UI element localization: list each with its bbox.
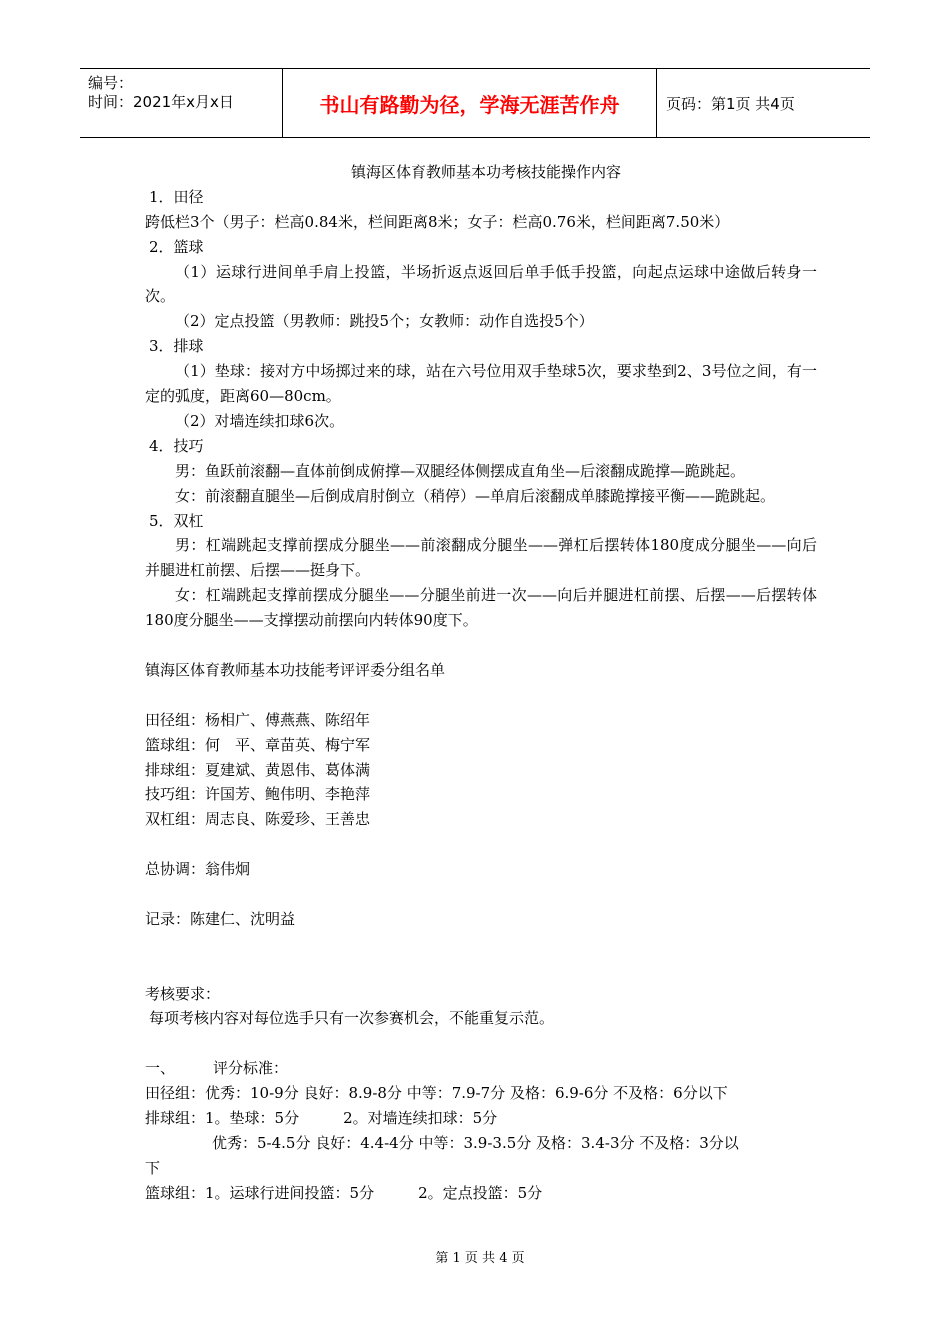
section-heading: 5．双杠 <box>149 511 204 530</box>
paragraph: 女：杠端跳起支撑前摆成分腿坐——分腿坐前进一次——向后并腿进杠前摆、后摆——后摆转体180度分腿坐——支撑摆动前摆向内转体90度下。 <box>145 586 817 630</box>
coordinator: 总协调：翁伟炯 <box>145 860 251 879</box>
document-body <box>145 160 817 1206</box>
recorder: 记录：陈建仁、沈明益 <box>145 909 296 928</box>
criteria-item: 2。定点投篮：5分 <box>418 1183 543 1202</box>
header-motto: 书山有路勤为径，学海无涯苦作舟 <box>319 92 620 117</box>
criteria-volleyball-levels: 优秀：5-4.5分 良好：4.4-4分 中等：3.9-3.5分 及格：3.4-3分 不及格：3分以 <box>212 1133 739 1152</box>
criteria-item: 2。对墙连续扣球：5分 <box>343 1108 498 1127</box>
paragraph: （1）垫球：接对方中场掷过来的球，站在六号位用双手垫球5次，要求垫到2、3号位之间，有一定的弧度，距离60—80cm。 <box>145 362 817 406</box>
criteria-basketball <box>145 1181 817 1206</box>
paragraph: （2）对墙连续扣球6次。 <box>175 411 345 430</box>
criteria-number: 一、 <box>145 1059 176 1078</box>
section-heading: 4．技巧 <box>149 436 204 455</box>
paragraph: 男：鱼跃前滚翻—直体前倒成俯撑—双腿经体侧摆成直角坐—后滚翻成跪撑—跪跳起。 <box>175 461 746 480</box>
doc-number: 编号： <box>88 74 134 92</box>
header-info-cell <box>80 69 282 137</box>
paragraph: 男：杠端跳起支撑前摆成分腿坐——前滚翻成分腿坐——弹杠后摆转体180度成分腿坐——向后并腿进杠前摆、后摆——挺身下。 <box>145 536 817 580</box>
judge-group: 篮球组：何 平、章苗英、梅宁军 <box>145 735 371 754</box>
section-heading: 2．篮球 <box>149 237 204 256</box>
doc-title: 镇海区体育教师基本功考核技能操作内容 <box>350 163 621 181</box>
criteria-heading <box>145 1056 817 1081</box>
header-table <box>80 68 870 138</box>
requirements-text: 每项考核内容对每位选手只有一次参赛机会，不能重复示范。 <box>149 1009 555 1028</box>
paragraph: 女：前滚翻直腿坐—后倒成肩肘倒立（稍停）—单肩后滚翻成单膝跪撑接平衡——跪跳起。 <box>175 486 776 505</box>
paragraph: （1）运球行进间单手肩上投篮，半场折返点返回后单手低手投篮，向起点运球中途做后转身一次。 <box>145 262 817 306</box>
header-page-code: 页码：第1页 共4页 <box>666 94 795 113</box>
criteria-track: 田径组：优秀：10-9分 良好：8.9-8分 中等：7.9-7分 及格：6.9-6分 不及格：6分以下 <box>145 1084 728 1103</box>
paragraph: （2）定点投篮（男教师：跳投5个；女教师：动作自选投5个） <box>175 312 594 331</box>
criteria-volleyball <box>145 1106 817 1131</box>
judge-group: 技巧组：许国芳、鲍伟明、李艳萍 <box>145 785 371 804</box>
criteria-label: 评分标准： <box>213 1059 289 1078</box>
section-heading: 3．排球 <box>149 337 204 356</box>
judge-group: 双杠组：周志良、陈爱珍、王善忠 <box>145 810 371 829</box>
page-footer: 第 1 页 共 4 页 <box>435 1251 525 1266</box>
criteria-volleyball-tail: 下 <box>145 1158 161 1177</box>
requirements-heading: 考核要求： <box>145 984 221 1003</box>
judge-group: 田径组：杨相广、傅燕燕、陈绍年 <box>145 710 371 729</box>
doc-time: 时间：2021年x月x日 <box>88 93 234 111</box>
criteria-item: 篮球组：1。运球行进间投篮：5分 <box>145 1183 375 1202</box>
section-heading: 1．田径 <box>149 187 204 206</box>
judges-title: 镇海区体育教师基本功技能考评评委分组名单 <box>145 660 446 679</box>
paragraph: 跨低栏3个（男子：栏高0.84米，栏间距离8米；女子：栏高0.76米，栏间距离7.50米） <box>145 212 730 231</box>
criteria-item: 排球组：1。垫球：5分 <box>145 1108 300 1127</box>
judge-group: 排球组：夏建斌、黄恩伟、葛体满 <box>145 760 371 779</box>
